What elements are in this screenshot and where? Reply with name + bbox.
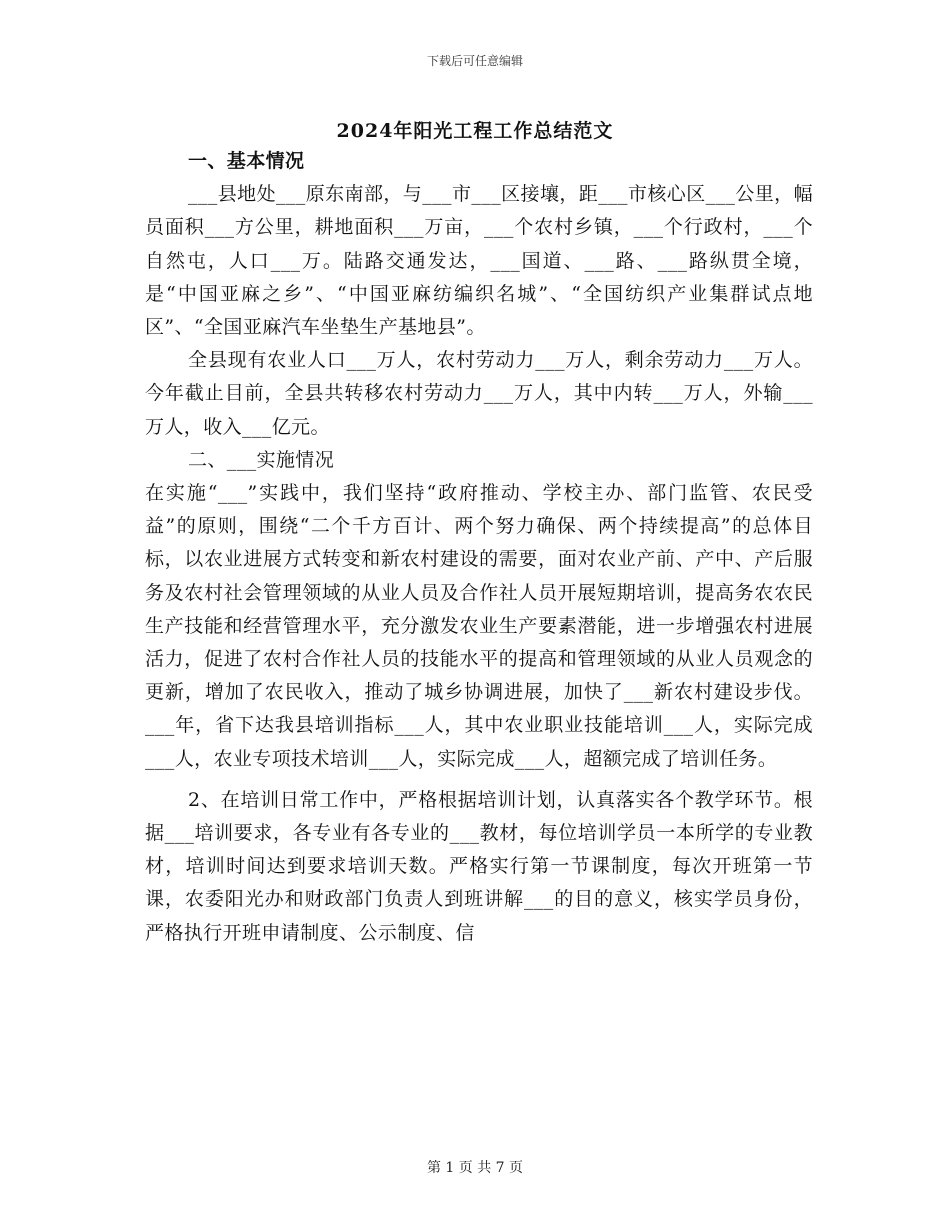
paragraph-implementation-details: 在实施“___”实践中，我们坚持“政府推动、学校主办、部门监管、农民受益”的原则，围绕“二个千方百计、两个努力确保、两个持续提高”的总体目标，以农业进展方式转变和新农村建设的需要，面对农业产前、产中、产后服务及农村社会管理领域的从业人员及合作社人员开展短期培训，提高务农农民生产技能和经营管理水平，充分激发农业生产要素潜能，进一步增强农村进展活力，促进了农村合作社人员的技能水平的提高和管理领域的从业人员观念的更新，增加了农民收入，推动了城乡协调进展，加快了___新农村建设步伐。___年，省下达我县培训指标___人，其中农业职业技能培训___人，实际完成___人，农业专项技术培训___人，实际完成___人，超额完成了培训任务。: [145, 482, 813, 770]
document-title: 2024年阳光工程工作总结范文: [336, 120, 614, 142]
paragraph-training-work: 2、在培训日常工作中，严格根据培训计划，认真落实各个教学环节。根据___培训要求，各专业有各专业的___教材，每位培训学员一本所学的专业教材，培训时间达到要求培训天数。严格实行第一节课制度，每次开班第一节课，农委阳光办和财政部门负责人到班讲解___的目的意义，核实学员身份，严格执行开班申请制度、公示制度、信: [145, 788, 813, 944]
section-heading-basic-situation: 一、基本情况: [188, 150, 305, 172]
section-heading-implementation: 二、___实施情况: [188, 448, 335, 471]
paragraph-county-overview: ___县地处___原东南部，与___市___区接壤，距___市核心区___公里，幅员面积___方公里，耕地面积___万亩，___个农村乡镇，___个行政村，___个自然屯，人口___万。陆路交通发达，___国道、___路、___路纵贯全境，是“中国亚麻之乡”、“中国亚麻纺编织名城”、“全国纺织产业集群试点地区”、“全国亚麻汽车坐垫生产基地县”。: [145, 183, 813, 339]
page-number: 第 1 页 共 7 页: [426, 1160, 524, 1176]
document-body: [145, 145, 813, 950]
header-note: 下载后可任意编辑: [426, 54, 523, 68]
paragraph-labor-statistics: 全县现有农业人口___万人，农村劳动力___万人，剩余劳动力___万人。今年截止目前，全县共转移农村劳动力___万人，其中内转___万人，外输___万人，收入___亿元。: [145, 349, 813, 438]
